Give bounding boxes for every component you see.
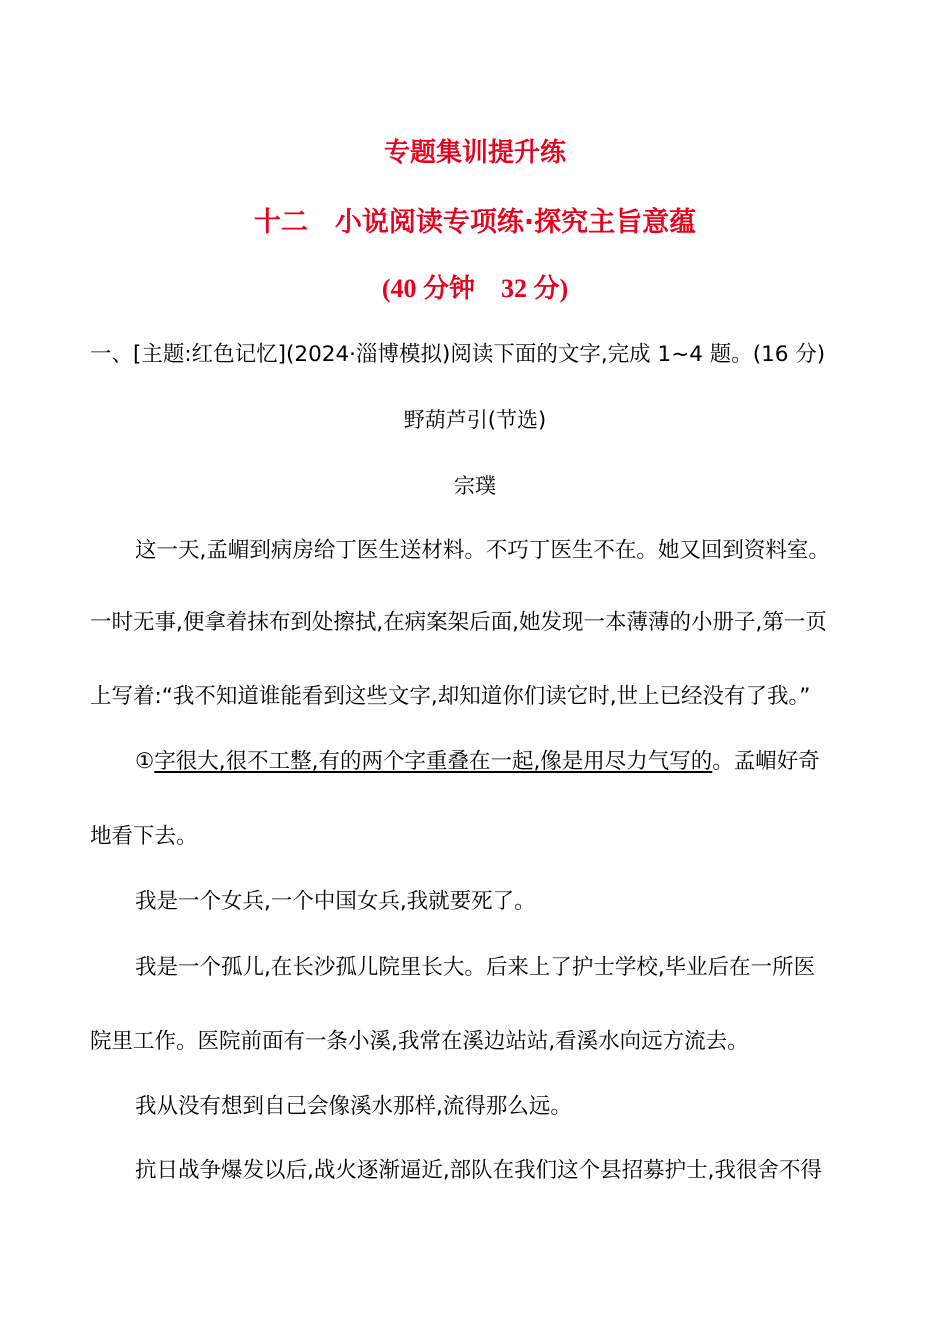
paragraph-4-line-1: 我是一个孤儿,在长沙孤儿院里长大。后来上了护士学校,毕业后在一所医 bbox=[135, 955, 816, 980]
story-title: 野葫芦引(节选) bbox=[403, 408, 547, 432]
paragraph-6-line-1: 抗日战争爆发以后,战火逐渐逼近,部队在我们这个县招募护士,我很舍不得 bbox=[135, 1158, 823, 1183]
story-author: 宗璞 bbox=[454, 474, 496, 498]
paragraph-3: 我是一个女兵,一个中国女兵,我就要死了。 bbox=[135, 889, 536, 914]
page-title: 专题集训提升练 bbox=[383, 138, 566, 168]
time-score-label: (40 分钟 32 分) bbox=[381, 274, 569, 303]
paragraph-5: 我从没有想到自己会像溪水那样,流得那么远。 bbox=[135, 1094, 572, 1119]
circled-number-marker: ① bbox=[135, 749, 155, 774]
underlined-sentence: 字很大,很不工整,有的两个字重叠在一起,像是用尽力气写的 bbox=[154, 749, 713, 774]
paragraph-2-line-1 bbox=[135, 746, 820, 778]
paragraph-2-rest: 。孟嵋好奇 bbox=[712, 749, 820, 774]
page-subtitle: 十二 小说阅读专项练·探究主旨意蕴 bbox=[253, 207, 697, 238]
paragraph-2-line-2: 地看下去。 bbox=[90, 824, 198, 849]
paragraph-4-line-2: 院里工作。医院前面有一条小溪,我常在溪边站站,看溪水向远方流去。 bbox=[90, 1029, 749, 1054]
question-prompt: 一、[主题:红色记忆](2024·淄博模拟)阅读下面的文字,完成 1~4 题。(16 分) bbox=[90, 342, 826, 367]
paragraph-1-line-2: 一时无事,便拿着抹布到处擦拭,在病案架后面,她发现一本薄薄的小册子,第一页 bbox=[90, 610, 827, 635]
paragraph-1-line-3: 上写着:“我不知道谁能看到这些文字,却知道你们读它时,世上已经没有了我。” bbox=[90, 684, 811, 709]
paragraph-1-line-1: 这一天,孟嵋到病房给丁医生送材料。不巧丁医生不在。她又回到资料室。 bbox=[135, 538, 830, 563]
